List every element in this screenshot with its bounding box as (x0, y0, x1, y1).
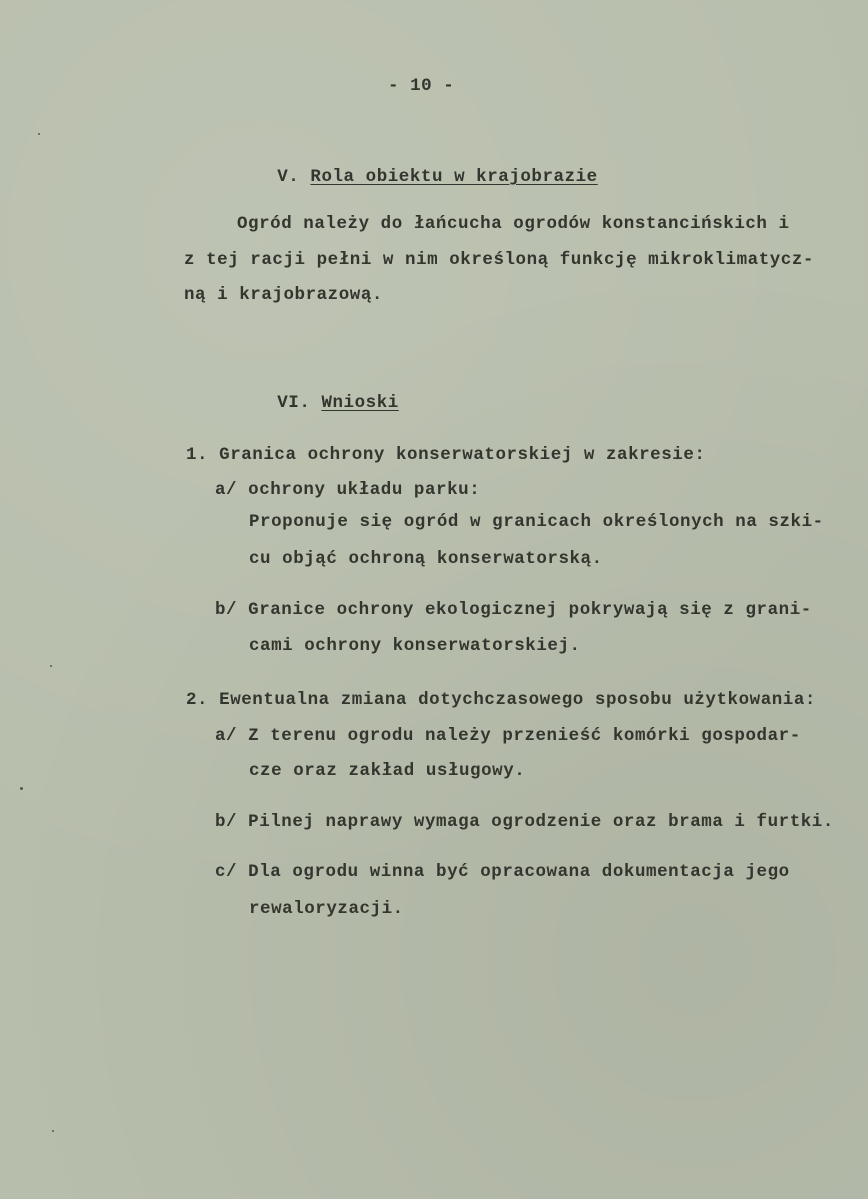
item-2a-text: cze oraz zakład usługowy. (249, 761, 526, 781)
section-v-number: V. (277, 167, 300, 187)
paragraph-line: Ogród należy do łańcucha ogrodów konstancińskich i (237, 214, 790, 234)
section-vi-heading (233, 373, 399, 433)
binder-hole-mark (38, 133, 40, 135)
item-1b-text: b/ Granice ochrony ekologicznej pokrywają się z grani- (215, 600, 812, 620)
section-v-heading (233, 147, 598, 207)
item-1a-label: a/ ochrony układu parku: (215, 480, 481, 500)
paragraph-line: ną i krajobrazową. (184, 285, 383, 305)
item-2c-text: rewaloryzacji. (249, 899, 404, 919)
binder-hole-mark (52, 1130, 54, 1132)
item-2b-text: b/ Pilnej naprawy wymaga ogrodzenie oraz brama i furtki. (215, 812, 834, 832)
paragraph-line: z tej racji pełni w nim określoną funkcję mikroklimatycz- (184, 250, 814, 270)
item-2a-text: a/ Z terenu ogrodu należy przenieść komórki gospodar- (215, 726, 801, 746)
item-2-heading: 2. Ewentualna zmiana dotychczasowego sposobu użytkowania: (186, 690, 816, 710)
section-vi-number: VI. (277, 393, 311, 413)
page-number: - 10 - (388, 76, 455, 96)
binder-hole-mark (50, 665, 52, 667)
item-1-heading: 1. Granica ochrony konserwatorskiej w zakresie: (186, 445, 706, 465)
item-1a-text: cu objąć ochroną konserwatorską. (249, 549, 603, 569)
section-vi-title: Wnioski (321, 393, 399, 413)
item-1b-text: cami ochrony konserwatorskiej. (249, 636, 581, 656)
section-v-title: Rola obiektu w krajobrazie (310, 167, 598, 187)
item-1a-text: Proponuje się ogród w granicach określonych na szki- (249, 512, 824, 532)
item-2c-text: c/ Dla ogrodu winna być opracowana dokumentacja jego (215, 862, 790, 882)
binder-hole-mark (20, 787, 23, 790)
